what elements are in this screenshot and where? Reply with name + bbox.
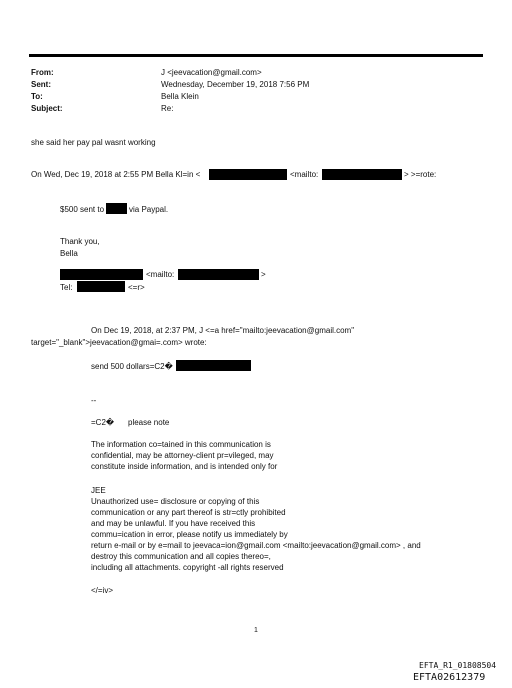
- notice-line: constitute inside information, and is intended only for: [91, 462, 278, 471]
- sender-name: Bella: [60, 249, 78, 258]
- closing-tag: </=iv>: [91, 586, 114, 595]
- redaction-box: [178, 269, 259, 280]
- to-label: To:: [31, 92, 43, 101]
- page-number: 1: [254, 627, 258, 634]
- quote1-mailto: <mailto:: [290, 170, 319, 179]
- from-value: J <jeevacation@gmail.com>: [161, 68, 262, 77]
- thanks-line: Thank you,: [60, 237, 100, 246]
- notice2-line: commu=ication in error, please notify us immediately by: [91, 530, 288, 539]
- redaction-box: [60, 269, 143, 280]
- tel-suffix: <=r>: [128, 283, 145, 292]
- c2-marker: =C2�: [91, 418, 115, 427]
- please-note: please note: [128, 418, 170, 427]
- quote2-line1: On Dec 19, 2018, at 2:37 PM, J <=a href="mailto:jeevacation@gmail.com": [91, 326, 355, 335]
- redaction-box: [322, 169, 402, 180]
- sent-prefix: $500 sent to: [60, 205, 105, 214]
- send-line: send 500 dollars=C2�: [91, 362, 173, 371]
- bates-number-2: EFTA02612379: [413, 672, 486, 683]
- redaction-box: [106, 203, 127, 214]
- redaction-box: [176, 360, 251, 371]
- signature-dashes: --: [91, 396, 97, 405]
- notice2-line: including all attachments. copyright -all rights reserved: [91, 563, 284, 572]
- notice2-line: destroy this communication and all copies thereo=,: [91, 552, 271, 561]
- to-value: Bella Klein: [161, 92, 199, 101]
- jee-line: JEE: [91, 486, 106, 495]
- notice-line: confidential, may be attorney-client pr=vileged, may: [91, 451, 274, 460]
- redaction-box: [77, 281, 125, 292]
- subject-value: Re:: [161, 104, 174, 113]
- mailto-2: <mailto:: [146, 270, 175, 279]
- mailto-2-end: >: [261, 270, 266, 279]
- notice2-line: Unauthorized use= disclosure or copying of this: [91, 497, 260, 506]
- notice2-line: and may be unlawful. If you have received this: [91, 519, 256, 528]
- sent-label: Sent:: [31, 80, 51, 89]
- quote1-prefix: On Wed, Dec 19, 2018 at 2:55 PM Bella Kl=in <: [31, 170, 201, 179]
- notice2-line: communication or any part thereof is str=ctly prohibited: [91, 508, 286, 517]
- header-rule: [29, 54, 483, 57]
- notice-line: The information co=tained in this communication is: [91, 440, 271, 449]
- redaction-box: [209, 169, 287, 180]
- subject-label: Subject:: [31, 104, 63, 113]
- body-line: she said her pay pal wasnt working: [31, 138, 156, 147]
- sent-suffix: via Paypal.: [129, 205, 169, 214]
- from-label: From:: [31, 68, 54, 77]
- sent-value: Wednesday, December 19, 2018 7:56 PM: [161, 80, 310, 89]
- quote2-line2: target="_blank">jeevacation@gmai=.com> wrote:: [31, 338, 207, 347]
- quote1-suffix: > >=rote:: [404, 170, 437, 179]
- tel-label: Tel:: [60, 283, 73, 292]
- notice2-line: return e-mail or by e=mail to jeevaca=ion@gmail.com <mailto:jeevacation@gmail.com> , and: [91, 541, 421, 550]
- bates-number-1: EFTA_R1_01808504: [419, 661, 497, 670]
